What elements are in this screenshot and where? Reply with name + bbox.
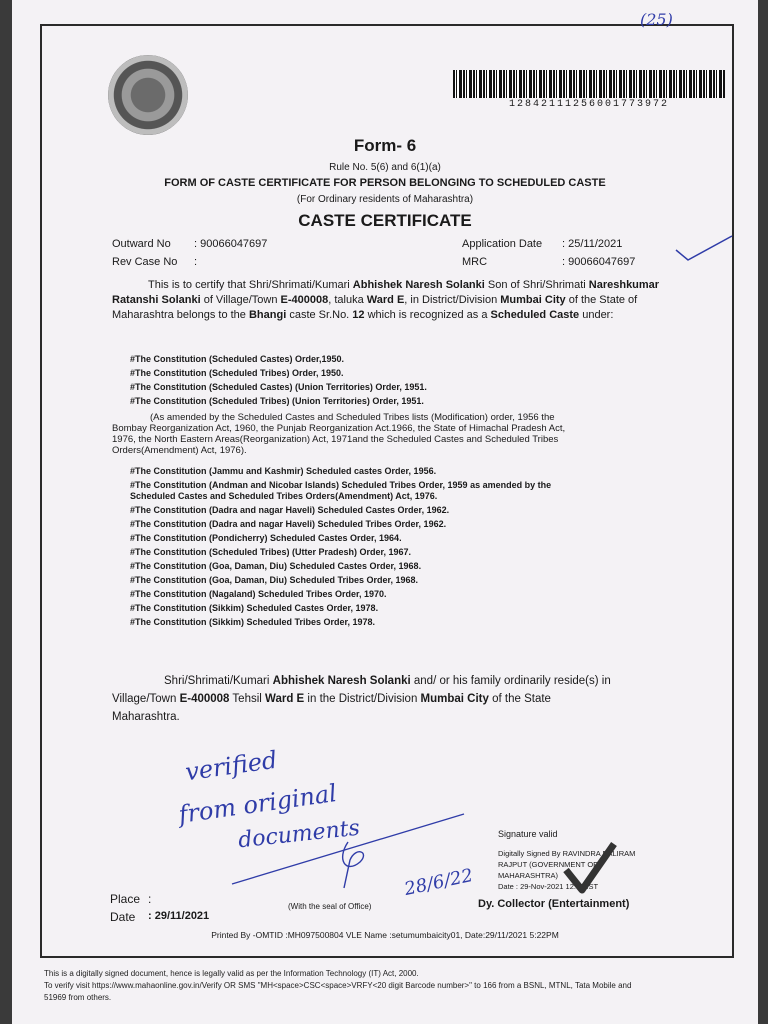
outward-label: Outward No	[112, 238, 171, 250]
list-item: #The Constitution (Dadra and nagar Haveli) Scheduled Castes Order, 1962.	[130, 505, 450, 515]
list-item: #The Constitution (Scheduled Castes) Order,1950.	[130, 354, 345, 364]
place-label: Place	[110, 892, 141, 906]
digital-signature-block: Digitally Signed By RAVINDRA BALIRAM RAJPUT (GOVERNMENT OF MAHARASHTRA) Date : 29-Nov-2021 12:42 IST	[498, 849, 636, 891]
seal-note: (With the seal of Office)	[288, 902, 372, 911]
residence-paragraph: Shri/Shrimati/Kumari Abhishek Naresh Solanki and/ or his family ordinarily reside(s) in Village/Town E-400008 Tehsil Ward E in the District/Division Mumbai City of the State Maharashtra.	[112, 675, 611, 723]
outward-value: : 90066047697	[194, 238, 268, 250]
date-value: : 29/11/2021	[148, 910, 210, 922]
date-label: Date	[110, 910, 136, 924]
application-date-value: : 25/11/2021	[562, 238, 623, 250]
list-item: #The Constitution (Scheduled Castes) (Union Territories) Order, 1951.	[130, 382, 427, 392]
designation: Dy. Collector (Entertainment)	[478, 898, 630, 910]
revcase-value: :	[194, 256, 198, 268]
handwritten-date: 28/6/22	[402, 865, 475, 900]
list-item: #The Constitution (Dadra and nagar Haveli) Scheduled Tribes Order, 1962.	[130, 519, 447, 529]
form-title: Form- 6	[353, 136, 417, 155]
orders-list-b	[130, 466, 670, 628]
checkmark-icon	[562, 840, 618, 898]
list-item: #The Constitution (Scheduled Tribes) Order, 1950.	[130, 368, 344, 378]
handwritten-verified: verified	[183, 745, 279, 787]
caste-name: Bhangi	[248, 309, 287, 321]
list-item: Scheduled Castes and Scheduled Tribes Orders(Amendment) Act, 1976.	[130, 491, 438, 501]
printed-by: Printed By -OMTID :MH097500804 VLE Name :setumumbaicity01, Date:29/11/2021 5:22PM	[211, 930, 559, 940]
handwritten-documents: documents	[237, 815, 361, 854]
caste-category: Scheduled Caste	[490, 309, 580, 321]
list-item: #The Constitution (Goa, Daman, Diu) Scheduled Castes Order, 1968.	[130, 561, 422, 571]
applicant-name: Abhishek Naresh Solanki	[352, 279, 485, 291]
revcase-label: Rev Case No	[112, 256, 178, 268]
certify-paragraph: This is to certify that Shri/Shrimati/Kumari Abhishek Naresh Solanki Son of Shri/Shrimati Nareshkumar Ratanshi Solanki of Village/Town E-400008, taluka Ward E, in District/Division Mumbai City of the State of Maharashtra belongs to the Bhangi caste Sr.No. 12 which is recognized as a Scheduled Caste under:	[112, 279, 660, 321]
tick-mark-icon	[674, 232, 734, 264]
government-seal-icon	[108, 55, 188, 135]
handwritten-top-mark: (25)	[640, 10, 673, 29]
barcode-number: 12842111256001773972	[508, 99, 670, 110]
list-item: #The Constitution (Nagaland) Scheduled Tribes Order, 1970.	[130, 589, 387, 599]
mrc-value: : 90066047697	[562, 256, 636, 268]
father-name: Nareshkumar Ratanshi Solanki	[112, 279, 660, 306]
certificate-title: CASTE CERTIFICATE	[298, 211, 472, 230]
list-item: #The Constitution (Sikkim) Scheduled Castes Order, 1978.	[130, 603, 379, 613]
footer-note: This is a digitally signed document, hence is legally valid as per the Information Technology (IT) Act, 2000. To verify visit https://www.mahaonline.gov.in/Verify OR SMS "MH<space>CSC<space>VRFY<20 digit Barcode number>" to 166 from a BSNL, MTNL, Tata Mobile and 51969 from others.	[44, 969, 632, 1002]
handwritten-from-original: from original	[176, 779, 339, 829]
application-date-label: Application Date	[462, 238, 543, 250]
list-item: #The Constitution (Scheduled Tribes) (Union Territories) Order, 1951.	[130, 396, 424, 406]
mrc-label: MRC	[462, 256, 488, 268]
list-item: #The Constitution (Andman and Nicobar Islands) Scheduled Tribes Order, 1959 as amended by the	[130, 480, 552, 490]
orders-list-a	[130, 354, 670, 407]
ordinary-residents-note: (For Ordinary residents of Maharashtra)	[296, 194, 474, 205]
signature-valid-label: Signature valid	[498, 829, 558, 839]
list-item: #The Constitution (Goa, Daman, Diu) Scheduled Tribes Order, 1968.	[130, 575, 419, 585]
rule-number: Rule No. 5(6) and 6(1)(a)	[329, 162, 441, 173]
list-item: #The Constitution (Scheduled Tribes) (Utter Pradesh) Order, 1967.	[130, 547, 412, 557]
place-value: :	[148, 892, 152, 906]
amendment-note: (As amended by the Scheduled Castes and Scheduled Tribes lists (Modification) order, 1956 the Bombay Reorganization Act, 1960, the Punjab Reorganization Act.1966, the State of Himachal Pradesh Act, 1976, the North Eastern Areas(Reorganization) Act, 1971and the Scheduled Castes and Scheduled Tribes Orders(Amendment) Act, 1976).	[112, 412, 566, 456]
list-item: #The Constitution (Pondicherry) Scheduled Castes Order, 1964.	[130, 533, 402, 543]
list-item: #The Constitution (Sikkim) Scheduled Tribes Order, 1978.	[130, 617, 376, 627]
barcode	[453, 70, 725, 98]
certificate-subject: FORM OF CASTE CERTIFICATE FOR PERSON BELONGING TO SCHEDULED CASTE	[164, 177, 606, 189]
list-item: #The Constitution (Jammu and Kashmir) Scheduled castes Order, 1956.	[130, 466, 437, 476]
